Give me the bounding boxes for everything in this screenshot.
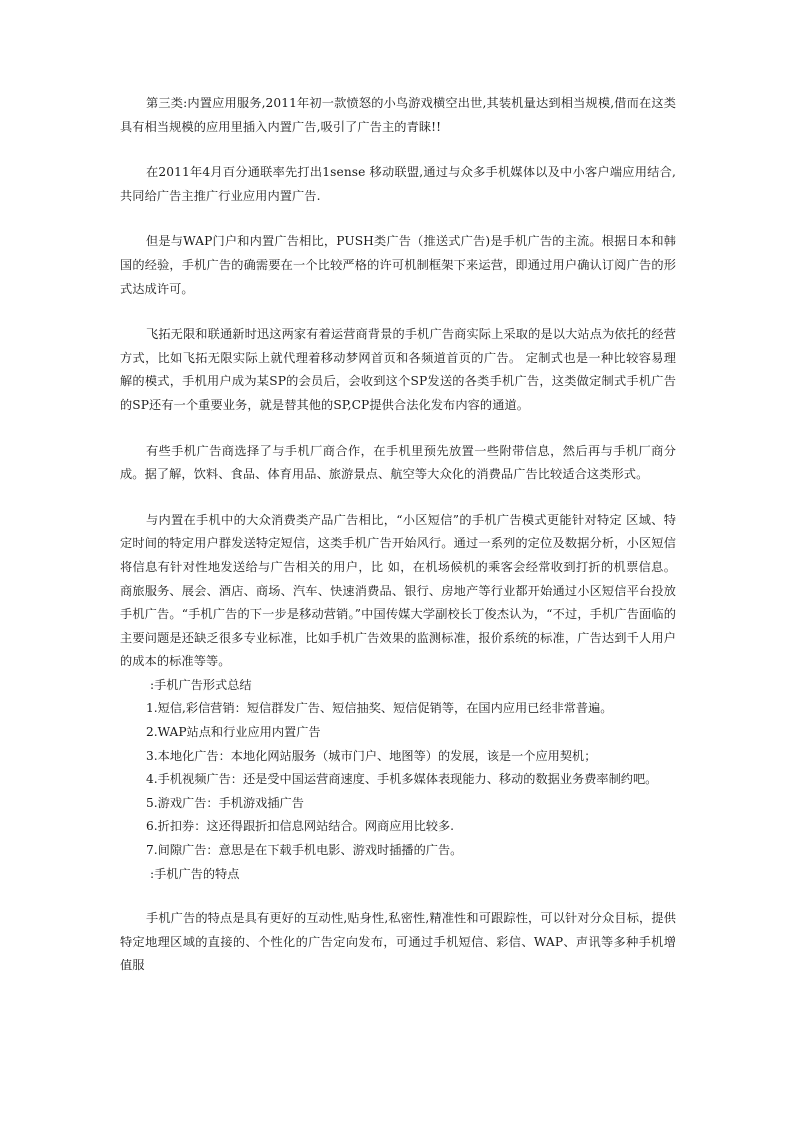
list-item: 6.折扣券：这还得跟折扣信息网站结合。网商应用比较多.: [146, 819, 455, 834]
paragraph-push-ads: 但是与WAP门户和内置广告相比，PUSH类广告（推送式广告)是手机广告的主流。根据日本和韩国的经验，手机广告的确需要在一个比较严格的许可机制框架下来运营，即通过用户确认订阅广告的形式达成许可。: [120, 234, 676, 296]
paragraph-1sense-alliance: 在2011年4月百分通联率先打出1sense 移动联盟,通过与众多手机媒体以及中小客户端应用结合,共同给广告主推广行业应用内置广告.: [120, 165, 676, 203]
paragraph-manufacturers: 有些手机广告商选择了与手机厂商合作，在手机里预先放置一些附带信息，然后再与手机厂商分成。据了解，饮料、食品、体育用品、旅游景点、航空等大众化的消费品广告比较适合这类形式。: [120, 443, 676, 482]
paragraph-third-category: 第三类:内置应用服务,2011年初一款愤怒的小鸟游戏横空出世,其装机量达到相当规模,借而在这类具有相当规模的应用里插入内置广告,吸引了广告主的青睐!!: [120, 96, 676, 134]
list-item: 4.手机视频广告：还是受中国运营商速度、手机多媒体表现能力、移动的数据业务费率制约吧。: [146, 772, 658, 787]
list-item: 3.本地化广告：本地化网站服务（城市门户、地图等）的发展，该是一个应用契机；: [146, 748, 597, 763]
list-item: 1.短信,彩信营销：短信群发广告、短信抽奖、短信促销等，在国内应用已经非常普遍。: [146, 701, 613, 716]
list-item: 7.间隙广告：意思是在下载手机电影、游戏时插播的广告。: [146, 843, 463, 858]
section-heading-features: :手机广告的特点: [150, 866, 240, 881]
paragraph-features: 手机广告的特点是具有更好的互动性,贴身性,私密性,精准性和可跟踪性，可以针对分众目标，提供特定地理区域的直接的、个性化的广告定向发布，可通过手机短信、彩信、WAP、声讯等多种手机增值服: [120, 911, 676, 973]
paragraph-cell-broadcast: 与内置在手机中的大众消费类产品广告相比，“小区短信”的手机广告模式更能针对特定 区域、特定时间的特定用户群发送特定短信，这类手机广告开始风行。通过一系列的定位及数据分析，小区短信将信息有针对性地发送给与广告相关的用户，比 如，在机场候机的乘客会经常收到打折的机票信息。商旅服务、展会、酒店、商场、汽车、快速消费品、银行、房地产等行业都开始通过小区短信平台投放手机广告。“手机广告的下一步是移动营销。”中国传媒大学副校长丁俊杰认为，“不过，手机广告面临的主要问题是还缺乏很多专业标准，比如手机广告效果的监测标准，报价系统的标准，广告达到千人用户的成本的标准等等。: [120, 512, 676, 669]
section-heading-ad-forms: :手机广告形式总结: [150, 677, 252, 692]
list-item: 5.游戏广告：手机游戏插广告: [146, 795, 304, 810]
document-page: [120, 92, 676, 978]
list-item: 2.WAP站点和行业应用内置广告: [146, 725, 321, 740]
paragraph-operators: 飞拓无限和联通新时迅这两家有着运营商背景的手机广告商实际上采取的是以大站点为依托的经营方式，比如飞拓无限实际上就代理着移动梦网首页和各频道首页的广告。 定制式也是一种比较容易理解的模式，手机用户成为某SP的会员后，会收到这个SP发送的各类手机广告，这类做定制式手机广告的SP还有一个重要业务，就是替其他的SP,CP提供合法化发布内容的通道。: [120, 327, 676, 412]
